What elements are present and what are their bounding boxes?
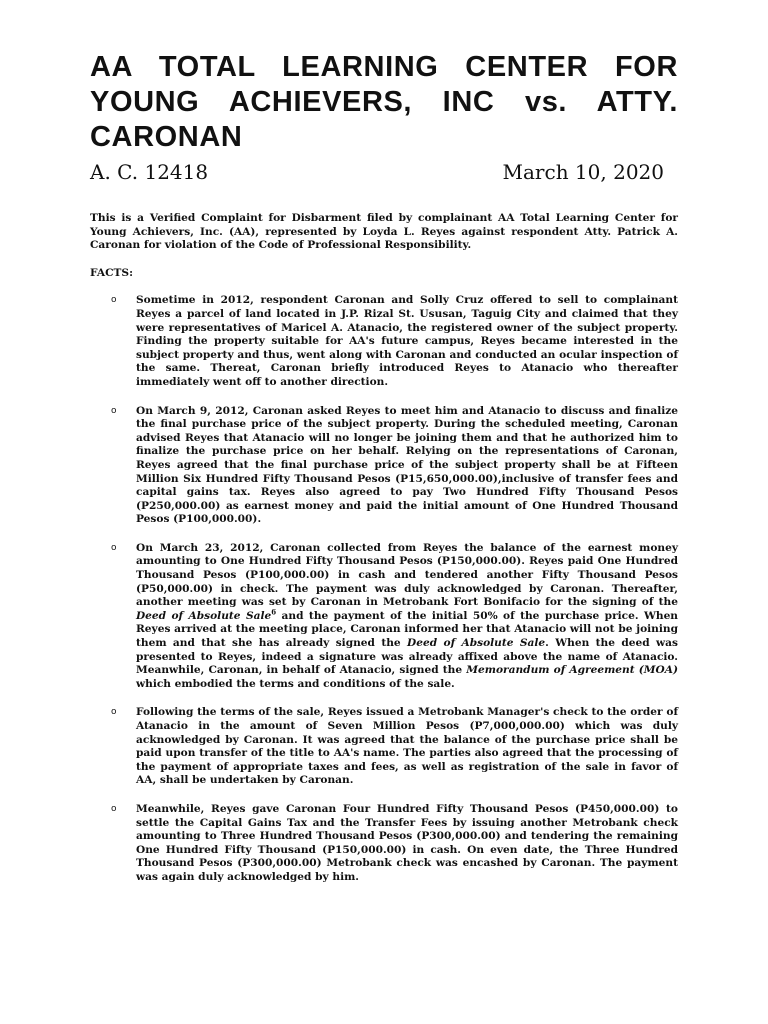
fact-text-part: On March 23, 2012, Caronan collected from Reyes the balance of the earnest money amounting to One Hundred Fifty Thousand Pesos (P150,000.00). Reyes paid One Hundred Thousand Pesos (P100,000.00) in cash and tendered another Fifty Thousand Pesos (P50,000.00) in check. The payment was duly acknowledged by Caronan. Thereafter, another meeting was set by Caronan in Metrobank Fort Bonifacio for the signing of the [136, 541, 678, 609]
intro-paragraph: This is a Verified Complaint for Disbarment filed by complainant AA Total Learning Center for Young Achievers, Inc. (AA), represented by Loyda L. Reyes against respondent Atty. Patrick A. Caronan for violation of the Code of Professional Responsibility. [90, 212, 678, 252]
fact-text: Following the terms of the sale, Reyes issued a Metrobank Manager's check to the order of Atanacio in the amount of Seven Million Pesos (P7,000,000.00) which was duly acknowledged by Caronan. It was agreed that the balance of the purchase price shall be paid upon transfer of the title to AA's name. The parties also agreed that the processing of the payment of appropriate taxes and fees, as well as registration of the sale in favor of AA, shall be undertaken by Caronan. [136, 706, 678, 787]
fact-text-part: which embodied the terms and conditions of the sale. [136, 677, 455, 690]
fact-text: On March 9, 2012, Caronan asked Reyes to meet him and Atanacio to discuss and finalize the final purchase price of the subject property. During the scheduled meeting, Caronan advised Reyes that Atanacio will no longer be joining them and that he authorized him to finalize the purchase price on her behalf. Relying on the representations of Caronan, Reyes agreed that the final purchase price of the subject property shall be at Fifteen Million Six Hundred Fifty Thousand Pesos (P15,650,000.00),inclusive of transfer fees and capital gains tax. Reyes also agreed to pay Two Hundred Fifty Thousand Pesos (P250,000.00) as earnest money and paid the initial amount of One Hundred Thousand Pesos (P100,000.00). [136, 404, 678, 526]
fact-item [90, 542, 678, 692]
fact-item [90, 803, 678, 885]
fact-item [90, 706, 678, 788]
case-title: AA TOTAL LEARNING CENTER FOR YOUNG ACHIEVERS, INC vs. ATTY. CARONAN [90, 51, 678, 153]
bullet-circle-icon: o [111, 405, 117, 416]
document-page [90, 50, 678, 900]
bullet-circle-icon: o [111, 542, 117, 553]
fact-item [90, 294, 678, 389]
moa-title-italic: Memorandum of Agreement (MOA) [466, 664, 678, 677]
bullet-circle-icon: o [111, 707, 117, 718]
fact-item [90, 405, 678, 527]
fact-text: Sometime in 2012, respondent Caronan and Solly Cruz offered to sell to complainant Reyes a parcel of land located in J.P. Rizal St. Ususan, Taguig City and claimed that they were representatives of Maricel A. Atanacio, the registered owner of the subject property. Finding the property suitable for AA's future campus, Reyes became interested in the subject property and thus, went along with Caronan and conducted an ocular inspection of the same. Thereat, Caronan briefly introduced Reyes to Atanacio who thereafter immediately went off to another direction. [136, 294, 678, 388]
case-meta-row [90, 159, 678, 185]
fact-text-part: . When the deed was presented to Reyes, indeed a signature was already affixed above the name of Atanacio. Meanwhile, Caronan, in behalf of Atanacio, signed the [136, 637, 678, 677]
bullet-circle-icon: o [111, 803, 117, 814]
case-number: A. C. 12418 [90, 160, 209, 184]
deed-title-italic: Deed of Absolute Sale [136, 609, 272, 622]
fact-text: Meanwhile, Reyes gave Caronan Four Hundred Fifty Thousand Pesos (P450,000.00) to settle the Capital Gains Tax and the Transfer Fees by issuing another Metrobank check amounting to Three Hundred Thousand Pesos (P300,000.00) and tendering the remaining One Hundred Fifty Thousand (P150,000.00) in cash. On even date, the Three Hundred Thousand Pesos (P300,000.00) Metrobank check was encashed by Caronan. The payment was again duly acknowledged by him. [136, 802, 678, 883]
facts-list [90, 294, 678, 884]
bullet-circle-icon: o [111, 295, 117, 306]
footnote-ref: 6 [271, 607, 277, 617]
fact-text-part: and the payment of the initial 50% of the purchase price. When Reyes arrived at the meeting place, Caronan informed her that Atanacio will not be joining them and that she has already signed the [136, 609, 679, 650]
deed-title-italic: Deed of Absolute Sale [407, 637, 546, 650]
case-date: March 10, 2020 [502, 160, 664, 184]
facts-heading: FACTS: [90, 266, 133, 279]
